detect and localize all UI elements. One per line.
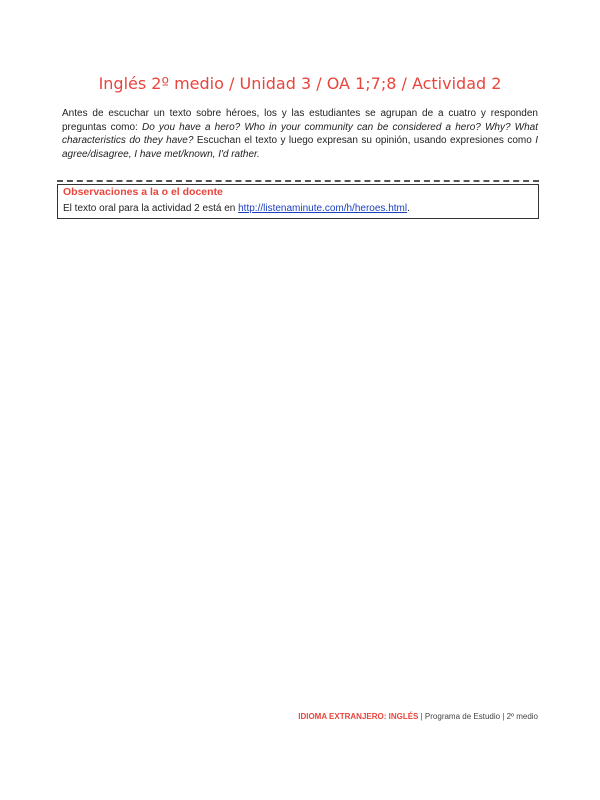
- section-divider: [57, 180, 539, 182]
- footer-program: Programa de Estudio: [424, 712, 501, 721]
- observations-text-after: .: [407, 203, 410, 214]
- activity-description: [62, 107, 538, 161]
- footer-grade: 2º medio: [506, 712, 538, 721]
- footer-separator: |: [418, 712, 425, 721]
- intro-questions: Do you have a hero? Who in your community can be considered a hero? Why? What characteristics do they have?: [62, 121, 538, 146]
- observations-text: [63, 203, 410, 214]
- page-title: Inglés 2º medio / Unidad 3 / OA 1;7;8 / Actividad 2: [98, 74, 502, 93]
- intro-text-2: Escuchan el texto y luego expresan su opinión, usando expresiones como: [193, 135, 536, 146]
- audio-text-link[interactable]: http://listenaminute.com/h/heroes.html: [238, 203, 408, 214]
- footer-separator: |: [500, 712, 507, 721]
- intro-expressions: I agree/disagree, I have met/known, I'd rather.: [62, 135, 538, 160]
- intro-text-1: Antes de escuchar un texto sobre héroes, los y las estudiantes se agrupan de a cuatro y responden preguntas como:: [62, 108, 538, 133]
- page-footer: [0, 712, 538, 721]
- footer-subject: IDIOMA EXTRANJERO: INGLÉS: [298, 712, 419, 721]
- observations-text-before: El texto oral para la actividad 2 está en: [63, 203, 239, 214]
- teacher-observations-box: [57, 184, 539, 219]
- observations-title: Observaciones a la o el docente: [63, 186, 223, 198]
